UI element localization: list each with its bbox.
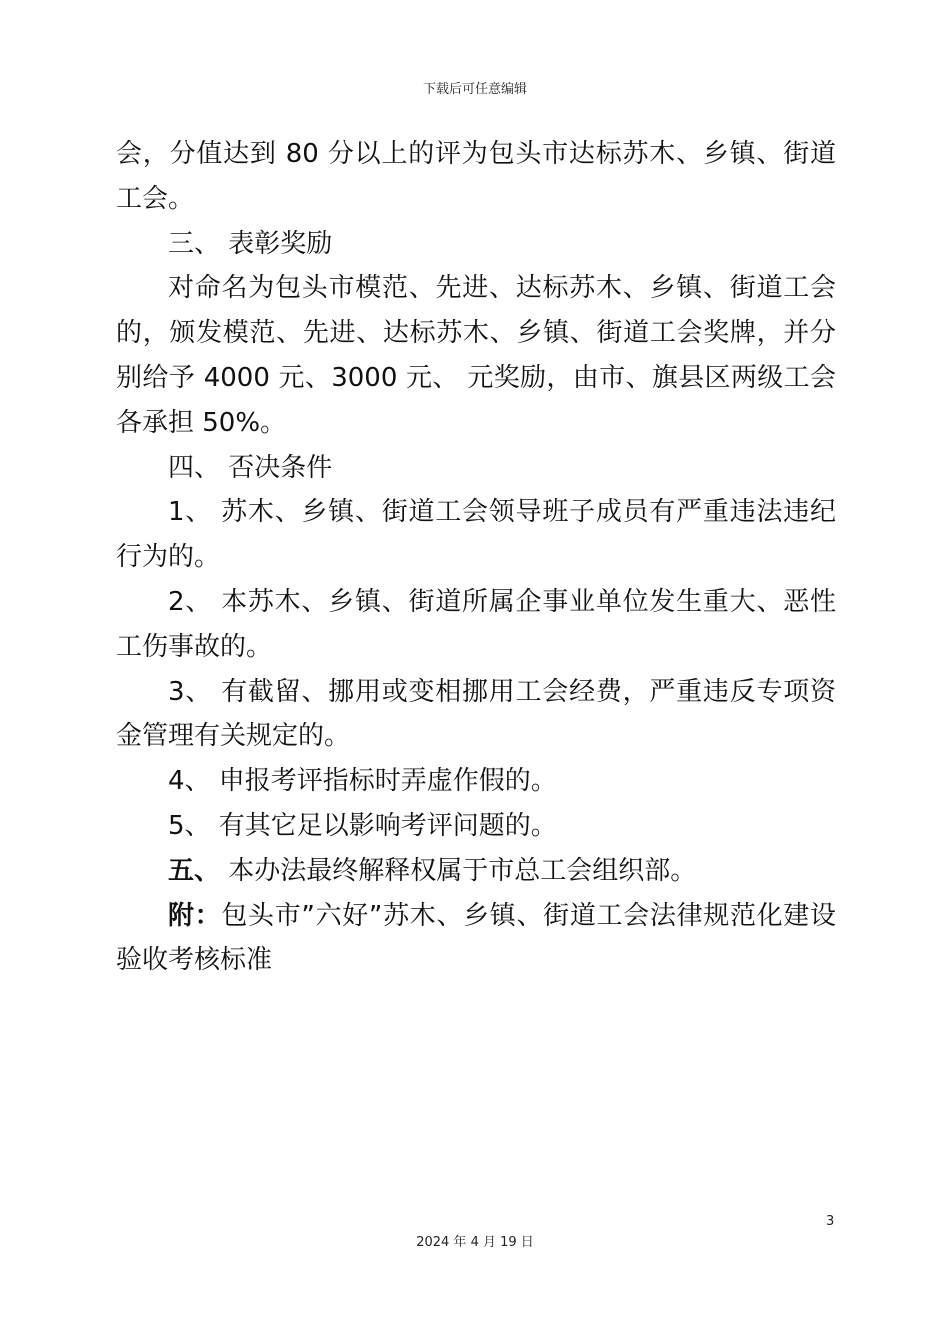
paragraph-appendix [116,894,836,984]
paragraph-awards: 对命名为包头市模范、先进、达标苏木、乡镇、街道工会的，颁发模范、先进、达标苏木、乡镇、街道工会奖牌，并分别给予 4000 元、3000 元、 元奖励，由市、旗县区两级工会各承担 50%。 [116,273,836,438]
veto-item-3: 3、 有截留、挪用或变相挪用工会经费，严重违反专项资金管理有关规定的。 [116,676,836,752]
section-heading-awards: 三、 表彰奖励 [168,228,333,259]
footer-date: 2024 年 4 月 19 日 [416,1235,534,1250]
page-number: 3 [826,1214,835,1229]
veto-item-1: 1、 苏木、乡镇、街道工会领导班子成员有严重违法违纪行为的。 [116,497,836,573]
appendix-text: 包头市”六好”苏木、乡镇、街道工会法律规范化建设验收考核标准 [116,900,836,976]
veto-item-5: 5、 有其它足以影响考评问题的。 [168,810,557,841]
appendix-label: 附： [168,900,222,931]
veto-item-4: 4、 申报考评指标时弄虚作假的。 [168,766,557,797]
document-body [116,132,836,983]
paragraph-interpretation [116,849,836,894]
section-heading-veto: 四、 否决条件 [168,452,333,483]
veto-item-2: 2、 本苏木、乡镇、街道所属企事业单位发生重大、恶性工伤事故的。 [116,586,836,662]
paragraph-continuation: 会，分值达到 80 分以上的评为包头市达标苏木、乡镇、街道工会。 [116,139,836,214]
interpretation-text: 本办法最终解释权属于市总工会组织部。 [220,855,697,886]
page-header: 下载后可任意编辑 [422,82,527,97]
section-label-five: 五、 [168,855,221,886]
